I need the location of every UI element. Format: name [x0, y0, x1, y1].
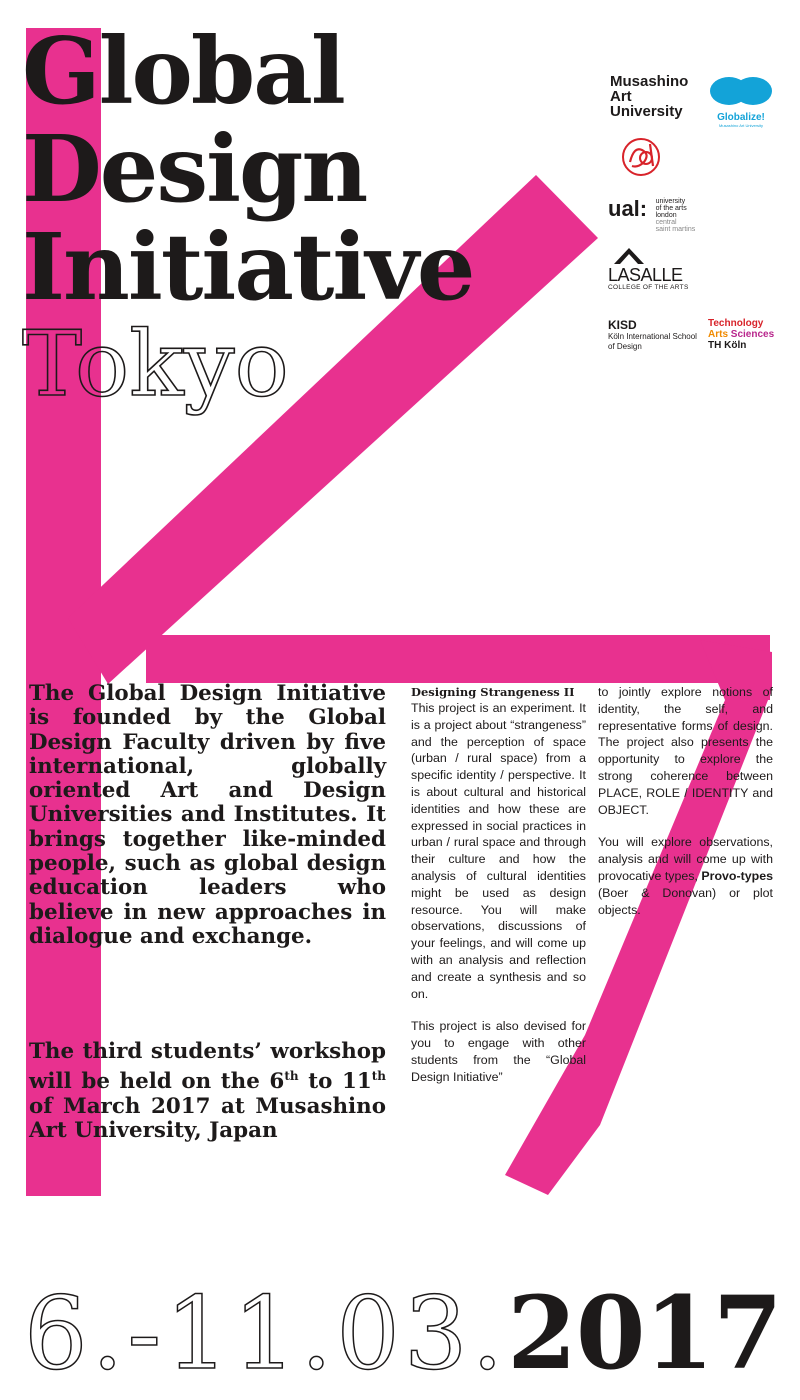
- project-body-3-a: You will explore observations, analysis and will come up with provocative types,: [598, 835, 773, 883]
- workshop-paragraph: [29, 1040, 386, 1143]
- ual-sub-2: saint martins: [655, 226, 696, 233]
- project-body-3-b: (Boer & Donovan) or plot objects.: [598, 885, 773, 917]
- title-city: Tokyo: [22, 312, 289, 417]
- th-line-3: TH Köln: [708, 340, 747, 351]
- project-heading: Designing Strangeness II: [411, 685, 575, 699]
- th-line-2-arts: Arts: [708, 329, 731, 340]
- logo-kisd: [608, 318, 702, 352]
- intro-paragraph: The Global Design Initiative is founded by the Global Design Faculty driven by five international, globally oriented Art and Design Universities and Institutes. It brings together like-minded people, such as global design education leaders who believe in new approaches in dialogue and exchange.: [29, 681, 386, 949]
- title-line-initiative: Initiative: [22, 213, 474, 321]
- logo-musashino: [610, 74, 688, 119]
- project-paragraph-1: [411, 684, 586, 1002]
- project-paragraph-2-end: to jointly explore notions of identity, the self, and representative forms of design. The project also presents the opportunity to explore the strong coherence between PLACE, ROLE / IDENTITY and OBJECT.: [598, 685, 773, 817]
- red-seal-icon: [620, 136, 662, 178]
- workshop-text-c: of March 2017 at Musashino Art University, Japan: [29, 1093, 386, 1144]
- logo-th-koeln: [708, 318, 774, 351]
- workshop-text-a: The third students’ workshop will be held on the 6: [29, 1039, 386, 1095]
- lasalle-sub: COLLEGE OF THE ARTS: [608, 284, 689, 291]
- ual-sub-1: central: [655, 219, 677, 226]
- title-line-global: Global: [22, 17, 344, 125]
- workshop-sup-2: th: [371, 1069, 386, 1084]
- project-body-3-bold: Provo-types: [701, 868, 773, 883]
- project-body-1: This project is an experiment. It is a project about “strangeness” and the perception of space (urban / rural space) from a specific identity / perspective. It is about cultural and historical identities and how these are expressed in social practices in urban / rural space and through their culture and how the analysis of cultural identities might be used as design resource. You will make observations, discussions of your feelings, and will come up with an analysis and reflection and create a synthesis and so on.: [411, 701, 586, 1001]
- kisd-mark: KISD: [608, 318, 637, 332]
- project-paragraph-3: [598, 834, 773, 918]
- date-year: 2017: [507, 1274, 782, 1392]
- th-line-2: [708, 329, 774, 340]
- th-line-2-sciences: Sciences: [730, 329, 775, 340]
- date-outline: 6.-11.03.: [24, 1275, 508, 1392]
- workshop-text-b: to 11: [298, 1069, 372, 1095]
- th-line-1: Technology: [708, 318, 764, 329]
- logo-ual: [608, 196, 695, 233]
- project-column-1: [411, 684, 586, 1102]
- title-line-design: Design: [22, 115, 367, 223]
- k-lower-arm: [146, 635, 770, 683]
- musashino-line-2: Art: [610, 88, 632, 105]
- logo-globalize: [709, 76, 773, 128]
- partner-logos: [606, 70, 786, 370]
- ual-mark: ual:: [608, 196, 648, 221]
- logo-seal: [620, 136, 662, 183]
- globalize-name: Globalize!: [717, 112, 765, 123]
- ual-line-2: of the arts: [655, 205, 687, 212]
- kisd-text: Köln International School of Design: [608, 332, 697, 351]
- ual-text: [656, 198, 696, 233]
- poster-title: [22, 17, 474, 417]
- workshop-sup-1: th: [284, 1069, 299, 1084]
- logo-lasalle: [608, 248, 689, 291]
- project-column-2: [598, 684, 773, 934]
- musashino-line-3: University: [610, 103, 683, 120]
- ual-line-3: london: [655, 212, 677, 219]
- musashino-line-1: Musashino: [610, 73, 689, 90]
- globalize-icon: [709, 76, 773, 106]
- lasalle-name: LASALLE: [608, 265, 683, 285]
- event-date: [24, 1274, 782, 1392]
- lasalle-roof-icon: [614, 248, 644, 264]
- globalize-sub: Musashino Art University: [718, 123, 763, 128]
- ual-line-1: university: [655, 198, 686, 205]
- project-paragraph-2-start: This project is also devised for you to engage with other students from the “Global Design Initiative”: [411, 1019, 586, 1084]
